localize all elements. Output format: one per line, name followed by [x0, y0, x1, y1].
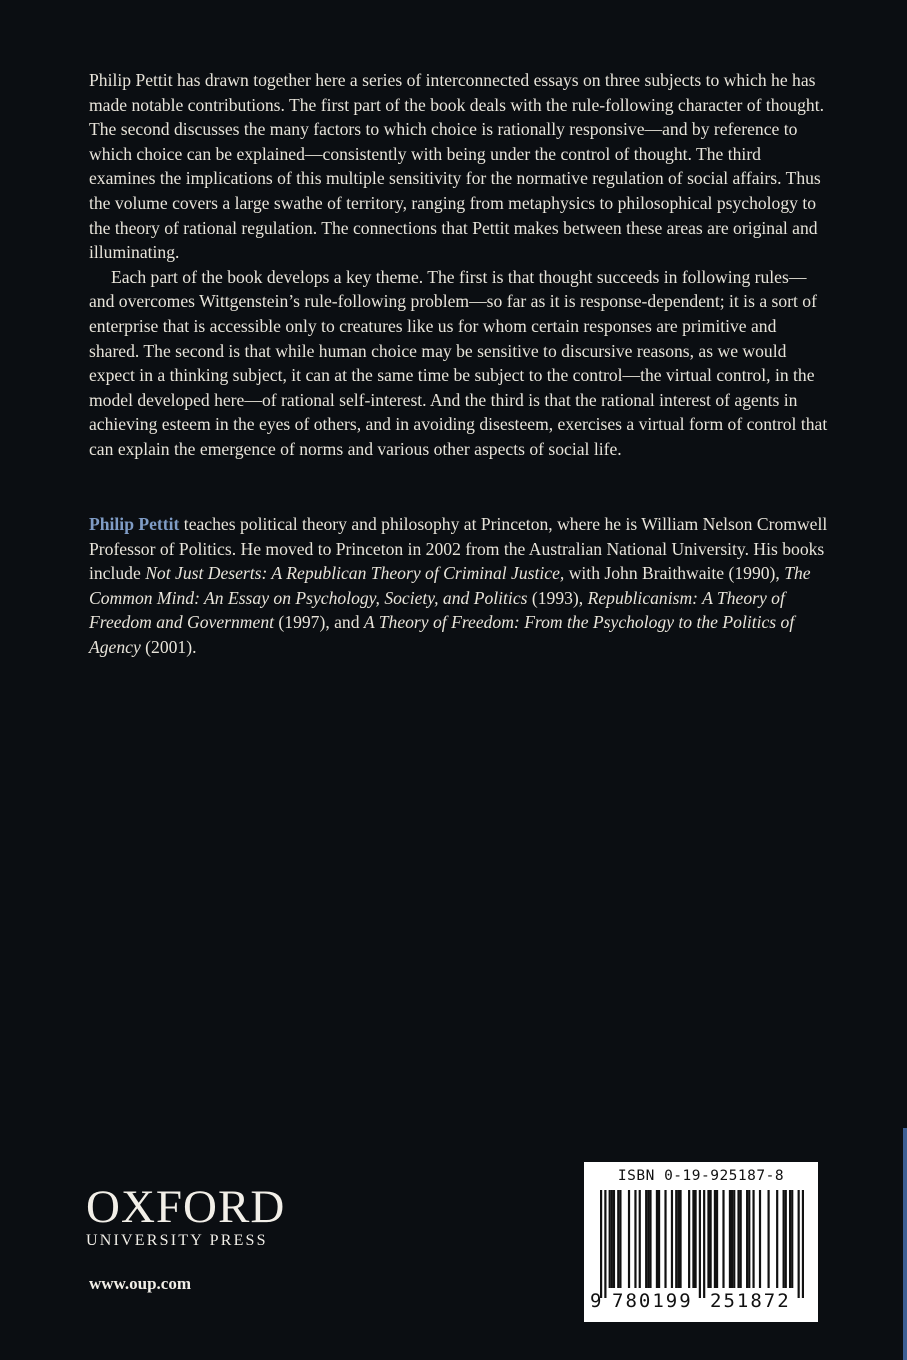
barcode-bar	[710, 1190, 712, 1288]
barcode-bar	[600, 1190, 602, 1298]
barcode-bar	[604, 1190, 606, 1298]
isbn-label: ISBN 0-19-925187-8	[617, 1168, 785, 1184]
barcode-bar	[783, 1190, 785, 1288]
publisher-subtitle: UNIVERSITY PRESS	[86, 1232, 268, 1249]
barcode-bar	[675, 1190, 677, 1288]
barcode-bar	[671, 1190, 673, 1288]
barcode-bar	[619, 1190, 621, 1288]
barcode-bar	[703, 1190, 705, 1298]
barcode-bar	[729, 1190, 731, 1288]
barcode-bars	[600, 1190, 804, 1298]
barcode-bar	[692, 1190, 694, 1288]
barcode-bar	[791, 1190, 793, 1288]
barcode-left-digits: 780199	[612, 1290, 693, 1312]
blurb-paragraph-1: Philip Pettit has drawn together here a series of interconnected essays on three subjects to which he has made notable contributions. The first part of the book deals with the rule-following character of thought. The second discusses the many factors to which choice is rationally responsive—and by reference to which choice can be explained—consistently with being under the control of thought. The third examines the implications of this multiple sensitivity for the normative regulation of social affairs. Thus the volume covers a large swathe of territory, ranging from metaphysics to philosophical psychology to the theory of rational regulation. The connections that Pettit makes between these areas are original and illuminating.	[89, 70, 824, 263]
barcode-bar	[679, 1190, 681, 1288]
publisher-logo	[86, 1181, 286, 1250]
author-name: Philip Pettit	[89, 514, 180, 534]
barcode-bar	[649, 1190, 651, 1288]
barcode-digits	[590, 1290, 814, 1316]
barcode	[584, 1162, 818, 1322]
barcode-bar	[759, 1190, 761, 1288]
barcode-lead-digit: 9	[590, 1290, 602, 1312]
bio-text-5: (2001).	[140, 636, 197, 657]
publisher-name: OXFORD	[86, 1181, 286, 1233]
bio-text-3: (1993),	[527, 587, 588, 608]
book-title-1: Not Just Deserts: A Republican Theory of Criminal Justice,	[145, 563, 565, 584]
barcode-bar	[688, 1190, 690, 1288]
barcode-bar	[707, 1190, 709, 1288]
barcode-bar	[628, 1190, 630, 1288]
barcode-bar	[798, 1190, 800, 1298]
barcode-bar	[694, 1190, 696, 1288]
author-bio	[89, 512, 829, 660]
barcode-bar	[664, 1190, 666, 1288]
barcode-bar	[639, 1190, 641, 1288]
blurb-paragraph-2: Each part of the book develops a key theme. The first is that thought succeeds in following rules—and overcomes Wittgenstein’s rule-following problem—so far as it is response-dependent; it is a sort of enterprise that is accessible only to creatures like us for whom certain responses are primitive and shared. The second is that while human choice may be sensitive to discursive reasons, as we would expect in a thinking subject, it can at the same time be subject to the control—the virtual control, in the model developed here—of rational self-interest. And the third is that the rational interest of agents in achieving esteem in the eyes of others, and in avoiding disesteem, exercises a virtual form of control that can explain the emergence of norms and various other aspects of social life.	[89, 266, 828, 459]
barcode-bar	[609, 1190, 611, 1288]
bio-text-2: with John Braithwaite (1990),	[564, 563, 785, 584]
bio-text-1: teaches political theory and philosophy at Princeton, where he is William Nelson Cromwell Professor of Politics. He moved to Princeton in 2002 from the Australian National University. His books include	[89, 514, 828, 584]
barcode-bar	[617, 1190, 619, 1288]
barcode-bar	[752, 1190, 754, 1288]
barcode-bar	[699, 1190, 701, 1298]
cover-edge-strip	[903, 1128, 907, 1360]
barcode-bar	[785, 1190, 787, 1288]
barcode-bar	[611, 1190, 613, 1288]
barcode-bar	[767, 1190, 769, 1288]
barcode-right-digits: 251872	[710, 1290, 791, 1312]
barcode-bar	[737, 1190, 739, 1288]
barcode-bar	[802, 1190, 804, 1298]
barcode-bar	[677, 1190, 679, 1288]
barcode-bar	[613, 1190, 615, 1288]
author-bio-paragraph	[89, 512, 829, 660]
barcode-bar	[656, 1190, 658, 1288]
barcode-bar	[714, 1190, 716, 1288]
barcode-bar	[634, 1190, 636, 1288]
book-title-2: The Common Mind: An Essay on Psychology, Society, and Politics	[89, 563, 811, 608]
barcode-bar	[645, 1190, 647, 1288]
barcode-bar	[748, 1190, 750, 1288]
barcode-bar	[789, 1190, 791, 1288]
barcode-bar	[746, 1190, 748, 1288]
barcode-bar	[740, 1190, 742, 1288]
barcode-bar	[731, 1190, 733, 1288]
book-title-4: A Theory of Freedom: From the Psychology to the Politics of Agency	[89, 612, 795, 657]
barcode-bar	[647, 1190, 649, 1288]
barcode-bar	[722, 1190, 724, 1288]
bio-text-4: (1997), and	[274, 612, 364, 633]
book-title-3: Republicanism: A Theory of Freedom and Government	[89, 587, 785, 633]
barcode-bar	[716, 1190, 718, 1288]
publisher-url: www.oup.com	[89, 1274, 192, 1293]
barcode-bar	[658, 1190, 660, 1288]
blurb	[89, 68, 829, 462]
barcode-bar	[776, 1190, 778, 1288]
barcode-bar	[733, 1190, 735, 1288]
